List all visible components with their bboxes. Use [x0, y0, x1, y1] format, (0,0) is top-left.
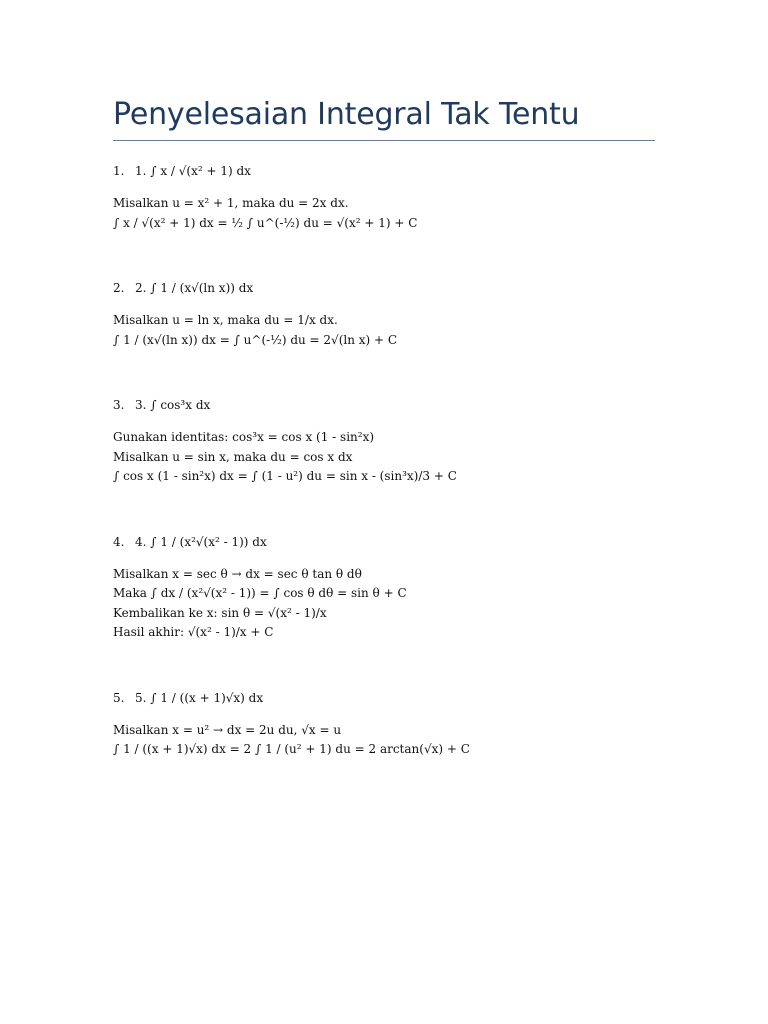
- solution-line: ∫ x / √(x² + 1) dx = ½ ∫ u^(-½) du = √(x² + 1) + C: [113, 215, 418, 230]
- problem-heading: [113, 533, 655, 551]
- problem-solution: [113, 721, 655, 760]
- title-underline: [113, 140, 655, 141]
- problem-integral: 1. ∫ x / √(x² + 1) dx: [135, 164, 251, 178]
- document-page: [113, 96, 655, 760]
- problem-5: [113, 689, 655, 760]
- solution-line: ∫ 1 / ((x + 1)√x) dx = 2 ∫ 1 / (u² + 1) du = 2 arctan(√x) + C: [113, 742, 470, 756]
- solution-line: Maka ∫ dx / (x²√(x² - 1)) = ∫ cos θ dθ = sin θ + C: [113, 586, 407, 600]
- problem-solution: [113, 565, 655, 643]
- problem-heading: [113, 279, 655, 297]
- problem-solution: [113, 311, 655, 350]
- problem-4: [113, 533, 655, 643]
- problem-integral: 4. ∫ 1 / (x²√(x² - 1)) dx: [135, 534, 267, 549]
- solution-line: Hasil akhir: √(x² - 1)/x + C: [113, 625, 274, 639]
- problem-integral: 3. ∫ cos³x dx: [135, 398, 211, 412]
- solution-line: Gunakan identitas: cos³x = cos x (1 - sin²x): [113, 430, 375, 444]
- problem-2: [113, 279, 655, 350]
- problem-heading: [113, 396, 655, 414]
- problem-solution: [113, 194, 655, 233]
- document-title: Penyelesaian Integral Tak Tentu: [113, 97, 580, 132]
- problem-heading: [113, 689, 655, 707]
- list-number: 1.: [113, 164, 125, 178]
- solution-line: Misalkan u = x² + 1, maka du = 2x dx.: [113, 196, 349, 210]
- solution-line: Misalkan u = ln x, maka du = 1/x dx.: [113, 313, 338, 327]
- list-number: 3.: [113, 398, 125, 412]
- problem-1: [113, 162, 655, 233]
- list-number: 4.: [113, 534, 125, 549]
- solution-line: Kembalikan ke x: sin θ = √(x² - 1)/x: [113, 605, 327, 620]
- problem-heading: [113, 162, 655, 180]
- problem-integral: 2. ∫ 1 / (x√(ln x)) dx: [135, 281, 254, 295]
- problem-3: [113, 396, 655, 487]
- problem-integral: 5. ∫ 1 / ((x + 1)√x) dx: [135, 690, 264, 705]
- solution-line: Misalkan u = sin x, maka du = cos x dx: [113, 449, 353, 464]
- solution-line: ∫ 1 / (x√(ln x)) dx = ∫ u^(-½) du = 2√(ln x) + C: [113, 332, 398, 347]
- solution-line: Misalkan x = u² → dx = 2u du, √x = u: [113, 722, 342, 737]
- solution-line: ∫ cos x (1 - sin²x) dx = ∫ (1 - u²) du = sin x - (sin³x)/3 + C: [113, 469, 457, 483]
- solution-line: Misalkan x = sec θ → dx = sec θ tan θ dθ: [113, 566, 362, 581]
- list-number: 2.: [113, 281, 125, 295]
- problem-solution: [113, 428, 655, 487]
- list-number: 5.: [113, 690, 125, 705]
